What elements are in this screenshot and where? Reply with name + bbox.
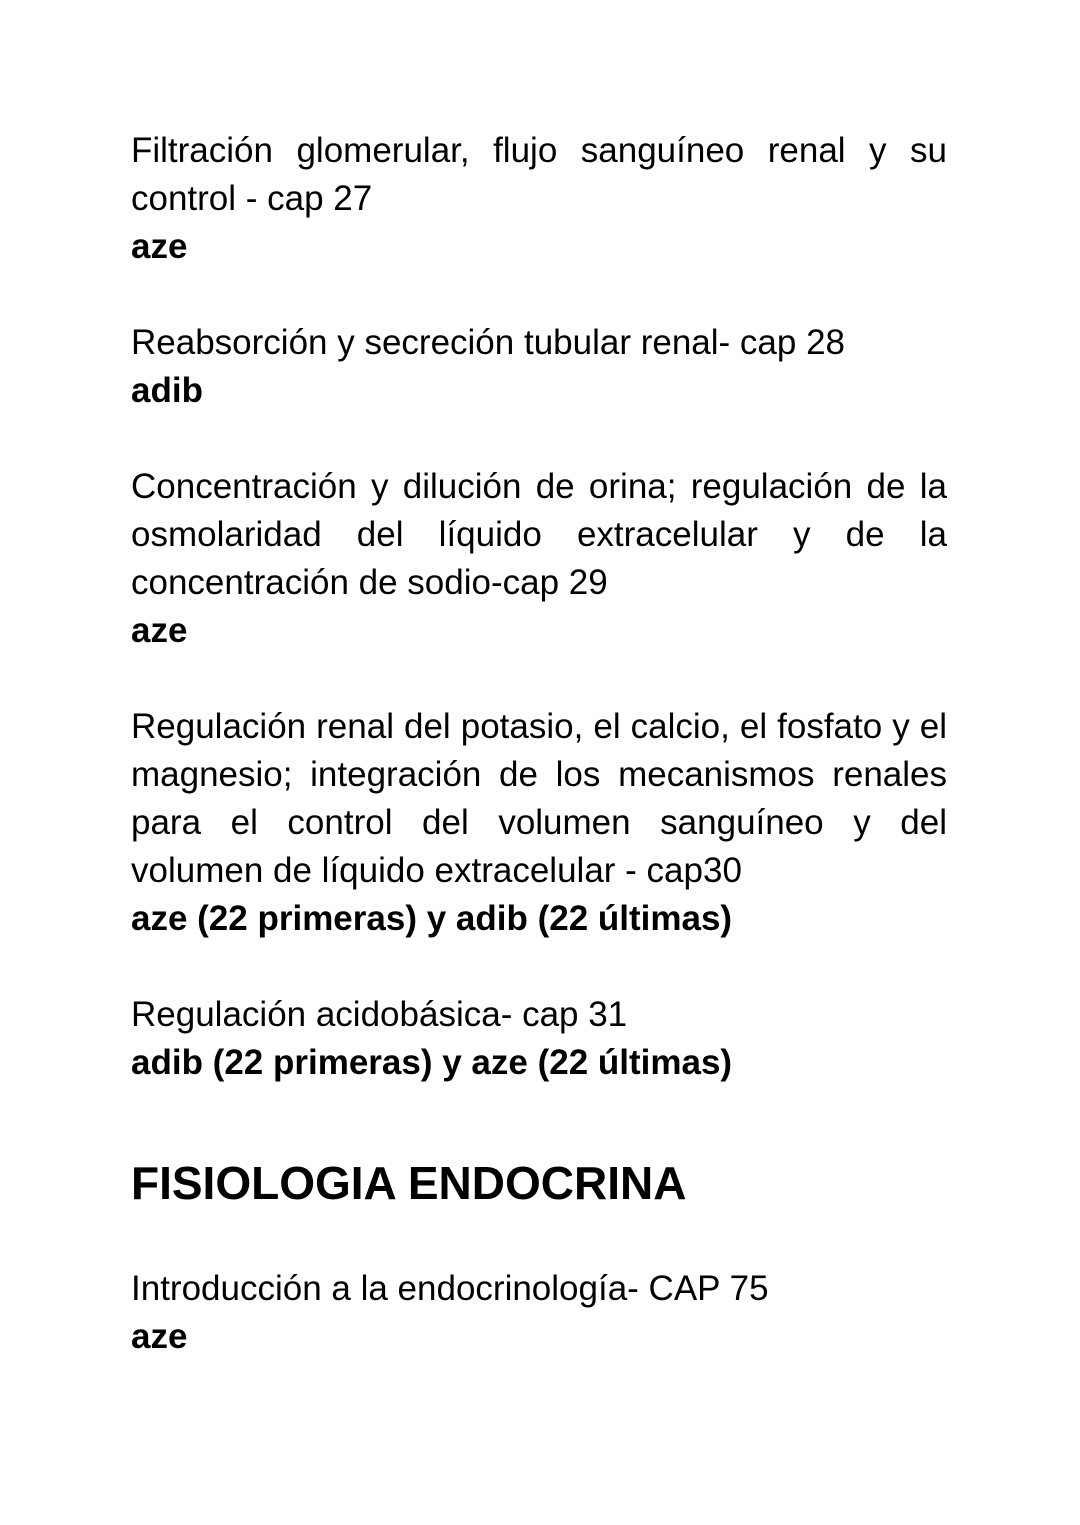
chapter-entry — [131, 463, 947, 655]
chapter-assignee: aze — [131, 611, 188, 650]
chapter-title: Regulación acidobásica- cap 31 — [131, 995, 628, 1034]
chapter-entry — [131, 703, 947, 943]
section-heading: FISIOLOGIA ENDOCRINA — [131, 1157, 687, 1209]
chapter-assignee: aze — [131, 227, 188, 266]
chapter-title: Filtración glomerular, flujo sanguíneo renal y su control - cap 27 — [131, 131, 947, 218]
chapter-entry — [131, 127, 947, 271]
chapter-assignee: aze (22 primeras) y adib (22 últimas) — [131, 899, 733, 938]
chapter-entry — [131, 991, 947, 1087]
chapter-entry — [131, 1265, 947, 1361]
chapter-title: Concentración y dilución de orina; regulación de la osmolaridad del líquido extracelular y de la concentración de sodio-cap 29 — [131, 467, 947, 602]
chapter-title: Reabsorción y secreción tubular renal- cap 28 — [131, 323, 845, 362]
chapter-title: Regulación renal del potasio, el calcio, el fosfato y el magnesio; integración de los mecanismos renales para el control del volumen sanguíneo y del volumen de líquido extracelular - cap30 — [131, 707, 947, 890]
document-page — [131, 127, 947, 1409]
chapter-title: Introducción a la endocrinología- CAP 75 — [131, 1269, 769, 1308]
chapter-assignee: adib (22 primeras) y aze (22 últimas) — [131, 1043, 733, 1082]
chapter-assignee: aze — [131, 1317, 188, 1356]
chapter-entry — [131, 319, 947, 415]
chapter-assignee: adib — [131, 371, 203, 410]
